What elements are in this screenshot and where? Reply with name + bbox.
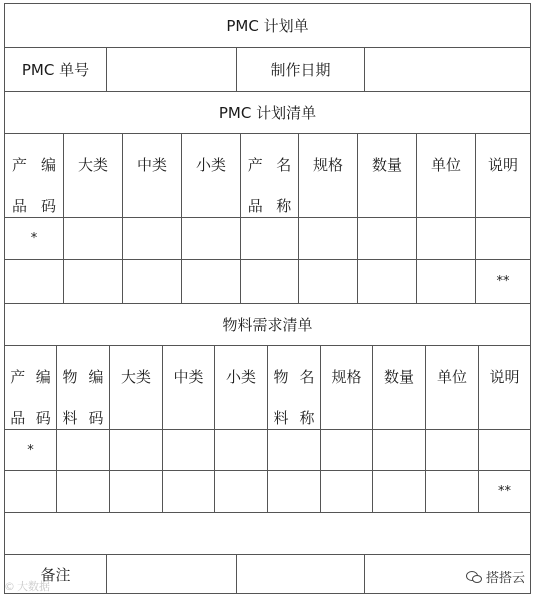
- plan-header-minor: [182, 134, 241, 217]
- plan-cell[interactable]: [182, 260, 241, 303]
- plan-cell[interactable]: [182, 218, 241, 259]
- material-header-middle: [163, 346, 215, 429]
- material-cell[interactable]: [57, 471, 110, 512]
- plan-section-title-row: [5, 92, 530, 134]
- material-row: [5, 471, 530, 513]
- plan-cell[interactable]: [417, 260, 476, 303]
- watermark-right: [466, 567, 525, 586]
- form-title: PMC 计划单: [226, 17, 309, 35]
- header-line: 小类: [195, 156, 226, 174]
- header-line: 大类: [120, 368, 151, 386]
- info-row: [5, 48, 530, 92]
- material-cell[interactable]: [215, 430, 268, 470]
- material-section-title-row: [5, 304, 530, 346]
- date-label: 制作日期: [237, 48, 365, 91]
- wechat-icon: [466, 571, 482, 583]
- header-line: 规格: [312, 156, 343, 174]
- header-line: 说明: [489, 368, 520, 386]
- material-cell[interactable]: [321, 430, 373, 470]
- plan-header-note: [476, 134, 530, 217]
- material-header-product-code: [5, 346, 57, 429]
- plan-cell[interactable]: [241, 260, 299, 303]
- material-cell[interactable]: [321, 471, 373, 512]
- header-line: 说明: [487, 156, 518, 174]
- header-line: 编码: [40, 156, 56, 215]
- remarks-row: [5, 555, 530, 593]
- pmc-form: [4, 3, 531, 594]
- watermark-left: [4, 578, 50, 594]
- material-header-quantity: [373, 346, 426, 429]
- plan-header-product-name: [241, 134, 299, 217]
- plan-row: [5, 218, 530, 260]
- plan-cell[interactable]: **: [496, 274, 510, 289]
- material-section-title: 物料需求清单: [222, 316, 313, 334]
- plan-cell[interactable]: [64, 218, 123, 259]
- header-line: 名称: [299, 368, 315, 427]
- plan-header-spec: [299, 134, 358, 217]
- material-cell[interactable]: [5, 471, 57, 512]
- plan-cell[interactable]: [299, 218, 358, 259]
- material-cell[interactable]: [373, 471, 426, 512]
- header-line: 产品: [247, 156, 263, 215]
- header-line: 中类: [173, 368, 204, 386]
- material-cell[interactable]: [163, 430, 215, 470]
- material-cell[interactable]: [163, 471, 215, 512]
- material-cell[interactable]: [110, 430, 163, 470]
- plan-row: [5, 260, 530, 304]
- plan-header-unit: [417, 134, 476, 217]
- pmc-no-label: PMC 单号: [5, 48, 107, 91]
- material-cell[interactable]: [426, 471, 479, 512]
- plan-header-quantity: [358, 134, 417, 217]
- header-line: 大类: [77, 156, 108, 174]
- plan-header-row: [5, 134, 530, 218]
- pmc-no-field[interactable]: [107, 48, 237, 91]
- material-header-unit: [426, 346, 479, 429]
- blank-row: [5, 513, 530, 555]
- plan-cell[interactable]: [358, 260, 417, 303]
- plan-cell[interactable]: [417, 218, 476, 259]
- header-line: 规格: [331, 368, 362, 386]
- header-line: 小类: [225, 368, 256, 386]
- header-line: 名称: [276, 156, 292, 215]
- plan-cell[interactable]: [241, 218, 299, 259]
- header-line: 编码: [88, 368, 104, 427]
- header-line: 产品: [11, 156, 27, 215]
- remarks-field[interactable]: [237, 555, 365, 593]
- remarks-field[interactable]: [107, 555, 237, 593]
- material-cell[interactable]: [426, 430, 479, 470]
- header-line: 产品: [10, 368, 26, 427]
- material-header-minor: [215, 346, 268, 429]
- plan-header-product-code: [5, 134, 64, 217]
- material-row: [5, 430, 530, 471]
- material-cell[interactable]: [268, 430, 321, 470]
- plan-header-major: [64, 134, 123, 217]
- material-cell[interactable]: [373, 430, 426, 470]
- plan-header-middle: [123, 134, 182, 217]
- material-header-material-name: [268, 346, 321, 429]
- title-row: [5, 4, 530, 48]
- header-line: 单位: [436, 368, 467, 386]
- copyright-icon: ©: [4, 579, 15, 593]
- material-cell[interactable]: [57, 430, 110, 470]
- plan-section-title: PMC 计划清单: [218, 104, 317, 122]
- header-line: 编码: [35, 368, 51, 427]
- plan-cell[interactable]: [358, 218, 417, 259]
- remarks-label: 备注: [5, 555, 107, 593]
- plan-cell[interactable]: [64, 260, 123, 303]
- header-line: 物料: [273, 368, 289, 427]
- material-cell[interactable]: [215, 471, 268, 512]
- material-header-material-code: [57, 346, 110, 429]
- blank-cell[interactable]: [5, 513, 530, 554]
- plan-cell[interactable]: [5, 260, 64, 303]
- material-header-spec: [321, 346, 373, 429]
- header-line: 数量: [383, 368, 414, 386]
- header-line: 单位: [430, 156, 461, 174]
- header-line: 数量: [371, 156, 402, 174]
- material-cell[interactable]: [268, 471, 321, 512]
- material-cell[interactable]: [110, 471, 163, 512]
- header-line: 中类: [136, 156, 167, 174]
- plan-cell[interactable]: [476, 218, 530, 259]
- plan-cell[interactable]: [123, 260, 182, 303]
- plan-cell[interactable]: *: [5, 218, 64, 259]
- material-header-note: [479, 346, 530, 429]
- material-cell[interactable]: **: [498, 484, 511, 499]
- date-field[interactable]: [365, 48, 530, 91]
- material-cell[interactable]: *: [5, 430, 57, 470]
- header-line: 物料: [62, 368, 78, 427]
- material-cell[interactable]: [479, 430, 530, 470]
- plan-cell[interactable]: [299, 260, 358, 303]
- material-header-row: [5, 346, 530, 430]
- watermark-right-text: 搭搭云: [485, 571, 525, 586]
- watermark-left-text: 大数据: [17, 580, 50, 593]
- plan-cell[interactable]: [123, 218, 182, 259]
- material-header-major: [110, 346, 163, 429]
